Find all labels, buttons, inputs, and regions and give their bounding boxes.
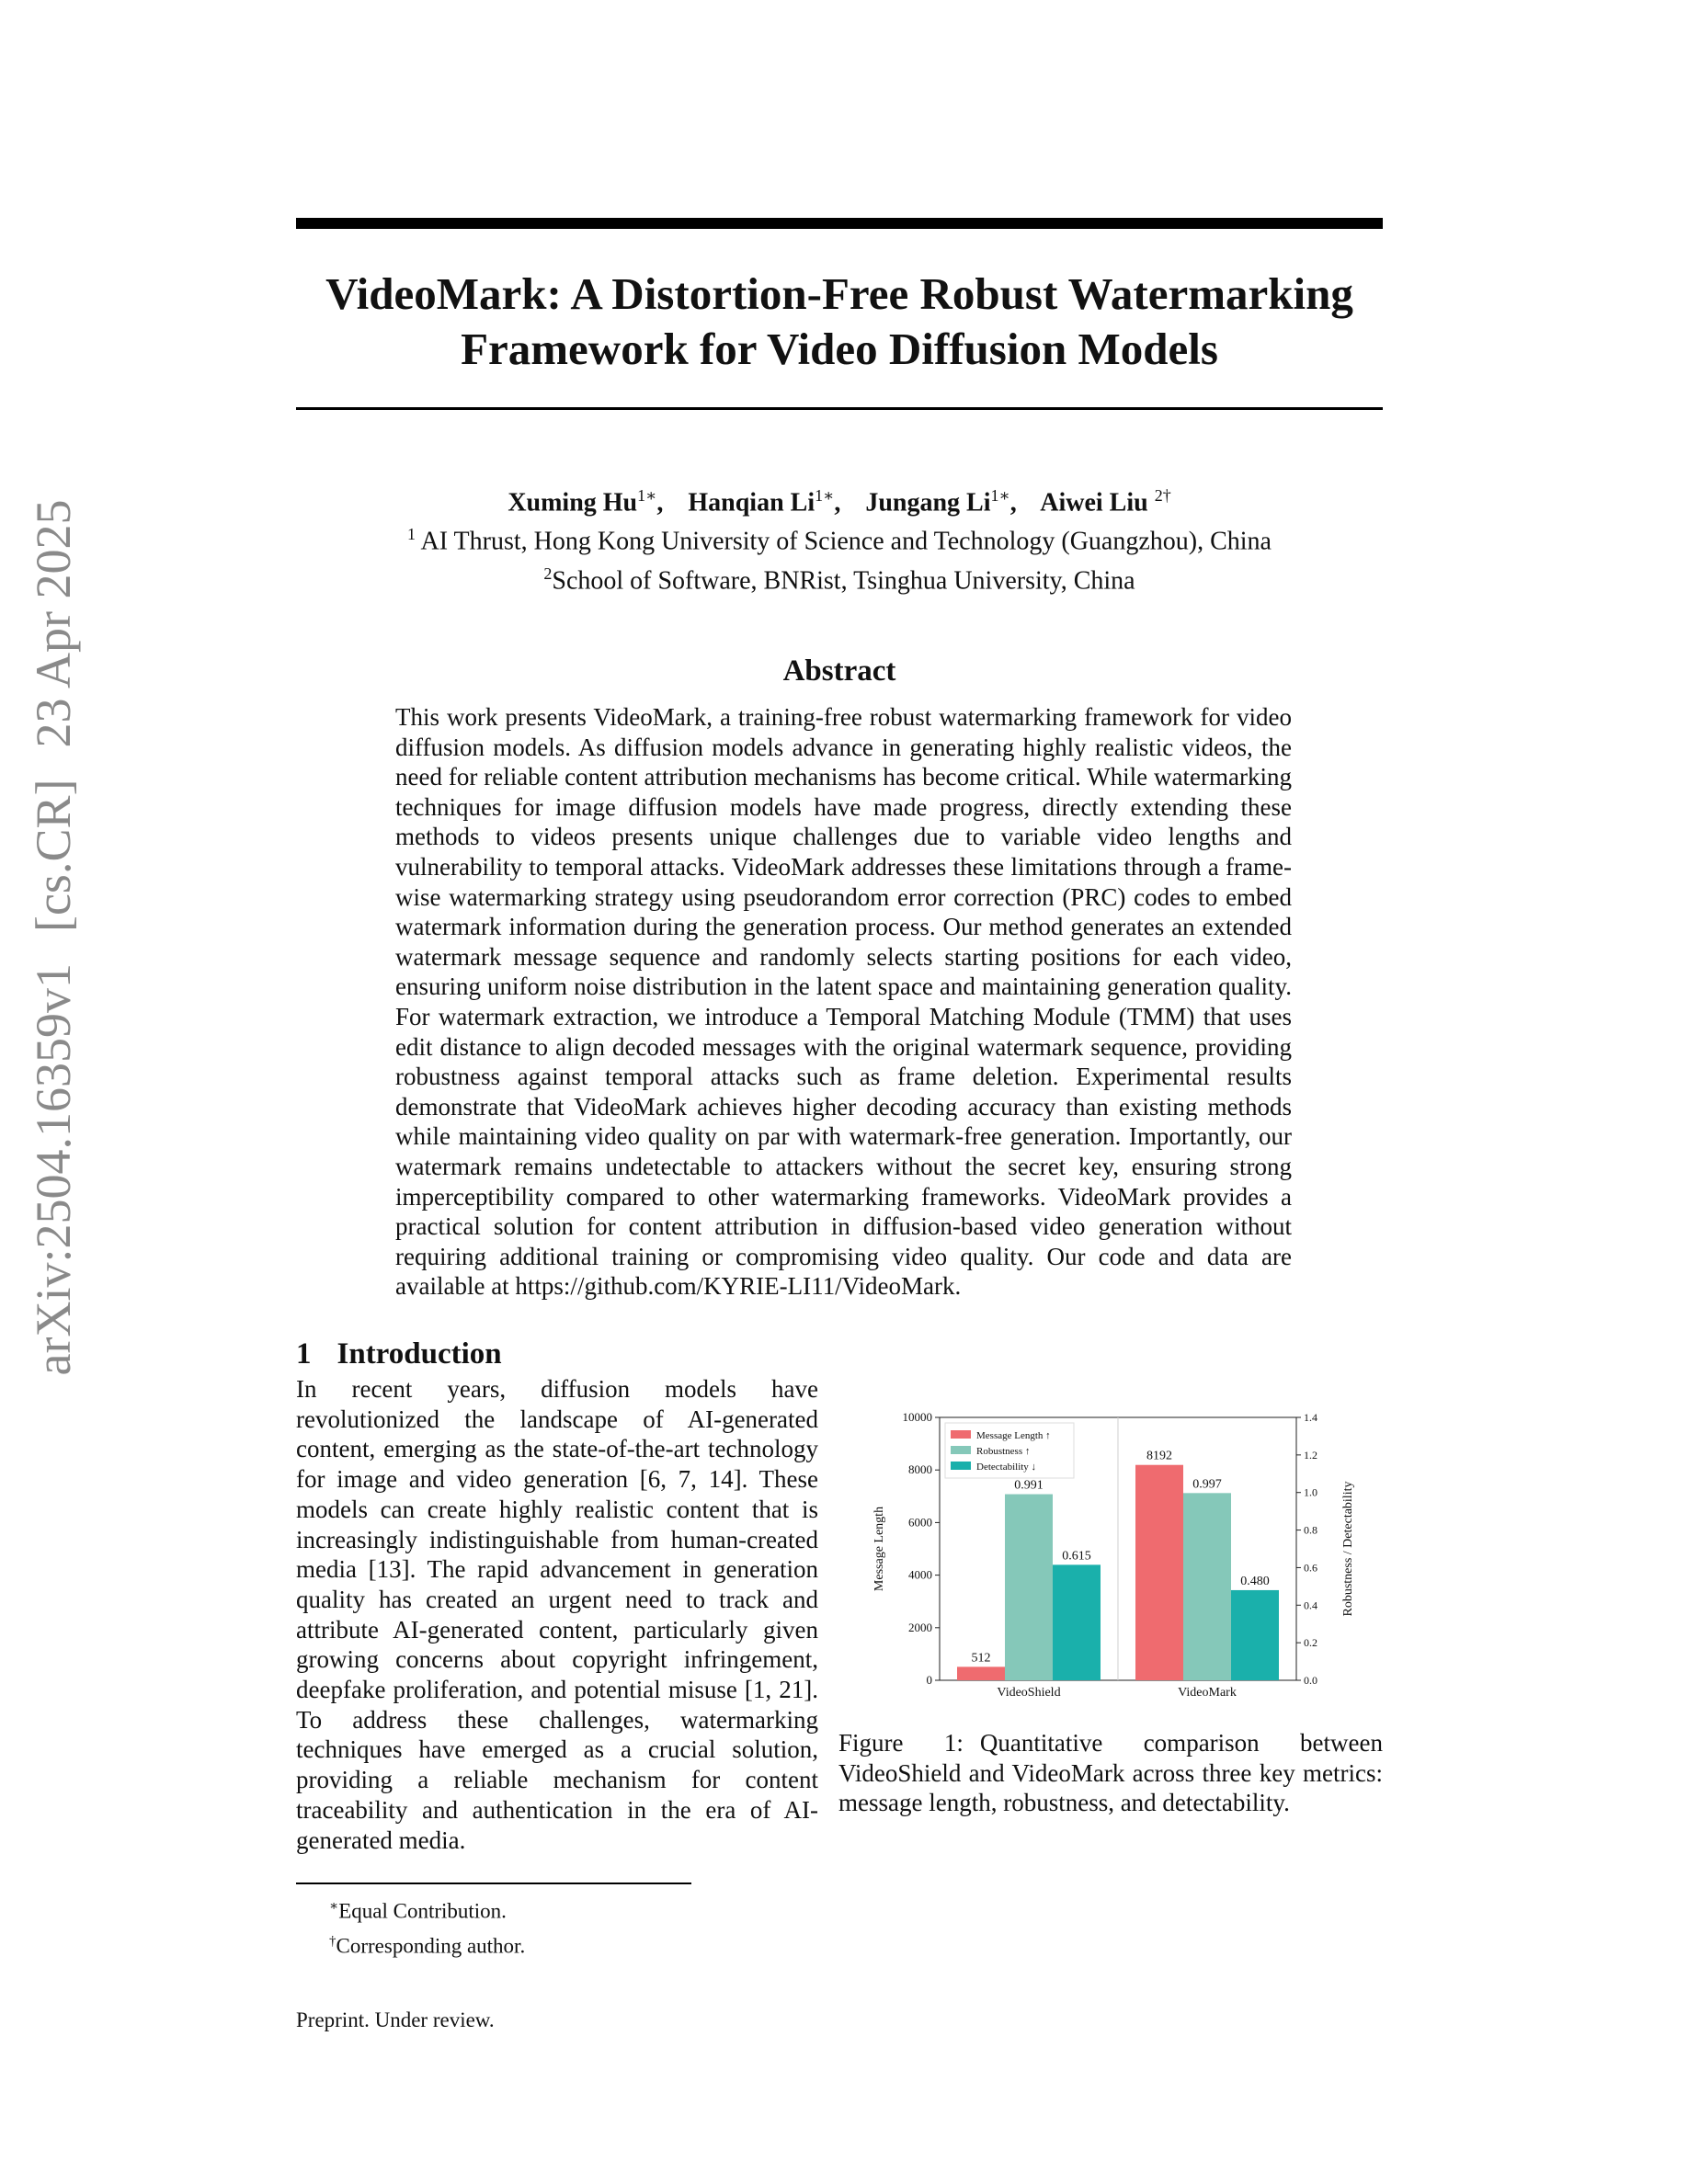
title-line-1: VideoMark: A Distortion-Free Robust Watermarking (325, 268, 1353, 319)
author-3: Jungang Li (865, 488, 991, 518)
figure-caption-text: Quantitative comparison between VideoShield and VideoMark across three key metrics: message length, robustness, and detectability. (838, 1729, 1383, 1817)
right-tick-label: 1.2 (1304, 1448, 1317, 1462)
arxiv-id: arXiv:2504.16359v1 (26, 963, 81, 1376)
legend-swatch (951, 1430, 971, 1439)
author-2: Hanqian Li (688, 488, 815, 518)
bar (957, 1666, 1005, 1680)
figure-caption (838, 1728, 1383, 1818)
title-bottom-rule (296, 407, 1383, 410)
arxiv-category: [cs.CR] (26, 779, 81, 933)
footnote-1: ∗Equal Contribution. (329, 1899, 507, 1923)
paper-title (296, 267, 1383, 377)
author-block (296, 480, 1383, 597)
bar-value-label: 0.615 (1062, 1549, 1091, 1564)
bar (1231, 1590, 1279, 1680)
author-1-affil: 1∗ (637, 486, 657, 505)
title-top-rule (296, 218, 1383, 229)
affiliation-1: $^1$ AI Thrust, Hong Kong University of Science and Technology (Guangzhou), China (407, 525, 1272, 556)
author-4-affil: 2† (1154, 486, 1171, 505)
legend-label: Detectability ↓ (976, 1462, 1037, 1473)
bar-value-label: 8192 (1146, 1449, 1172, 1463)
left-tick-label: 0 (926, 1673, 932, 1687)
left-tick-label: 2000 (908, 1620, 932, 1634)
author-1: Xuming Hu (508, 488, 638, 518)
section-heading (296, 1337, 502, 1371)
left-tick-label: 6000 (908, 1515, 932, 1530)
bar-value-label: 512 (971, 1651, 991, 1666)
left-tick-label: 4000 (908, 1567, 932, 1582)
footnotes (329, 1892, 525, 1961)
right-tick-label: 1.0 (1304, 1485, 1317, 1499)
category-label: VideoShield (997, 1686, 1061, 1700)
right-tick-label: 0.0 (1304, 1674, 1317, 1687)
footnote-rule (296, 1883, 691, 1884)
section-title: Introduction (336, 1337, 502, 1371)
legend-label: Robustness ↑ (976, 1446, 1031, 1457)
figure-1 (855, 1399, 1370, 1712)
right-tick-label: 1.4 (1304, 1411, 1317, 1424)
left-tick-label: 8000 (908, 1462, 932, 1477)
right-tick-label: 0.2 (1304, 1636, 1317, 1650)
author-names: Xuming $Hu^{1∗}$, Hanqian $Li^{1∗}$, Jungang $Li^{1∗}$, Aiwei Liu $^{2\dagger}$ (508, 486, 1171, 518)
arxiv-side-identifier (7, 294, 99, 1581)
abstract-text: This work presents VideoMark, a training-free robust watermarking framework for video diffusion models. As diffusion models advance in generating highly realistic videos, the need for reliable content attribution mechanisms has become critical. While watermarking techniques for image diffusion models have made progress, directly extending these methods to videos presents unique challenges due to variable video lengths and vulnerability to temporal attacks. VideoMark addresses these limitations through a frame-wise watermarking strategy using pseudorandom error correction (PRC) codes to embed watermark information during the generation process. Our method generates an extended watermark message sequence and randomly selects starting positions for each video, ensuring uniform noise distribution in the latent space and maintaining generation quality. For watermark extraction, we introduce a Temporal Matching Module (TMM) that uses edit distance to align decoded messages with the original watermark sequence, providing robustness against temporal attacks such as frame deletion. Experimental results demonstrate that VideoMark achieves higher decoding accuracy than existing methods while maintaining video quality on par with watermark-free generation. Importantly, our watermark remains undetectable to attackers without the secret key, ensuring strong imperceptibility compared to other watermarking frameworks. VideoMark provides a practical solution for content attribution in diffusion-based video generation without requiring additional training or compromising video quality. Our code and data are available at https://github.com/KYRIE-LI11/VideoMark. (395, 703, 1292, 1301)
right-tick-label: 0.6 (1304, 1561, 1317, 1575)
legend-label: Message Length ↑ (976, 1430, 1051, 1441)
legend-swatch (951, 1446, 971, 1454)
bar-value-label: 0.991 (1014, 1478, 1044, 1493)
section-number: 1 (296, 1337, 312, 1371)
title-line-2: Framework for Video Diffusion Models (461, 324, 1218, 374)
arxiv-date: 23 Apr 2025 (26, 499, 81, 748)
abstract-heading: Abstract (782, 654, 896, 688)
author-2-affil: 1∗ (815, 486, 835, 505)
right-tick-label: 0.4 (1304, 1598, 1317, 1612)
author-3-affil: 1∗ (990, 486, 1010, 505)
bar-value-label: 0.997 (1192, 1477, 1222, 1492)
preprint-note: Preprint. Under review. (296, 2008, 495, 2031)
bar (1183, 1493, 1231, 1680)
bar (1053, 1564, 1101, 1680)
affiliation-2: $^2$School of Software, BNRist, Tsinghua University, China (543, 563, 1135, 595)
category-label: VideoMark (1178, 1686, 1237, 1700)
left-tick-label: 10000 (902, 1410, 932, 1424)
y-axis-right-label: Robustness / Detectability (1341, 1481, 1355, 1617)
bar (1005, 1495, 1053, 1680)
bar-chart (855, 1399, 1370, 1712)
bar-value-label: 0.480 (1240, 1574, 1270, 1588)
bar (1135, 1465, 1183, 1680)
right-tick-label: 0.8 (1304, 1523, 1317, 1537)
figure-label: Figure 1: (838, 1729, 964, 1757)
author-4: Aiwei Liu (1040, 488, 1148, 518)
y-axis-left-label: Message Length (873, 1506, 886, 1592)
footnote-2: †Corresponding author. (329, 1933, 526, 1958)
intro-paragraph: In recent years, diffusion models have revolutionized the landscape of AI-generated content, emerging as the state-of-the-art technology for image and video generation [6, 7, 14]. These models can create highly realistic content that is increasingly indistinguishable from human-created media [13]. The rapid advancement in generation quality has created an urgent need to track and attribute AI-generated content, particularly given growing concerns about copyright infringement, deepfake proliferation, and potential misuse [1, 21]. To address these challenges, watermarking techniques have emerged as a crucial solution, providing a reliable mechanism for content traceability and authentication in the era of AI-generated media. (296, 1375, 818, 1854)
legend-swatch (951, 1462, 971, 1470)
